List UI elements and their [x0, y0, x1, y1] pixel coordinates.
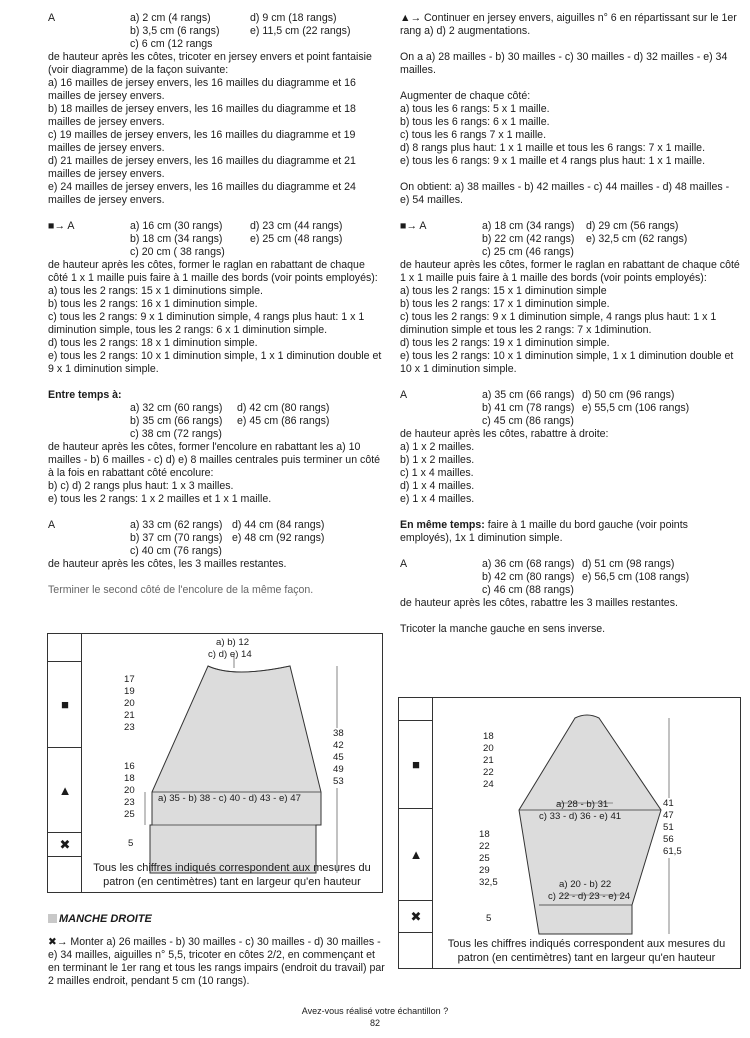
size-list — [48, 220, 387, 259]
measure-label: 25 — [479, 853, 490, 864]
list-item: d) tous les 2 rangs: 19 x 1 diminution simple. — [400, 337, 610, 349]
size-c: c) 6 cm (12 rangs — [130, 38, 213, 50]
total-height-labels — [333, 728, 344, 788]
measure-label: 53 — [333, 776, 344, 787]
width-label: a) 35 - b) 38 - c) 40 - d) 43 - e) 47 — [158, 793, 301, 804]
measure-label: 21 — [124, 710, 135, 721]
inline-heading: En même temps: — [400, 519, 485, 531]
measure-label: 42 — [333, 740, 344, 751]
width-label: a) 20 - b) 22 — [559, 879, 612, 890]
measure-label: 22 — [483, 767, 494, 778]
size-a: a) 2 cm (4 rangs) — [130, 12, 211, 24]
measure-label: 20 — [483, 743, 494, 754]
list-item: e) tous les 2 rangs: 10 x 1 diminution simple, 1 x 1 diminution double et 9 x 1 diminution simple. — [48, 350, 382, 375]
measure-label: 41 — [663, 798, 682, 810]
diagram-caption: Tous les chiffres indiqués correspondent aux mesures du patron (en centimètres) tant en largeur qu'en hauteur — [93, 862, 371, 888]
neck-width-label: a) b) 12 — [216, 637, 250, 648]
sleeve-height-labels — [479, 829, 498, 889]
measure-label: 45 — [333, 752, 344, 763]
section-marker: A — [48, 12, 56, 24]
size-a: a) 16 cm (30 rangs) — [130, 220, 223, 232]
section-heading — [48, 913, 387, 926]
list-item: b) 18 mailles de jersey envers, les 16 mailles du diagramme et 18 mailles de jersey envers. — [48, 103, 356, 128]
measure-label: 49 — [333, 764, 344, 775]
list-item: c) 19 mailles de jersey envers, les 16 mailles du diagramme et 19 mailles de jersey envers. — [48, 129, 356, 154]
section-marker: A — [400, 389, 408, 401]
measure-label: 29 — [479, 865, 490, 876]
sleeve-title: MANCHE DROITE — [59, 913, 152, 925]
instruction-text: de hauteur après les côtes, former le raglan en rabattant de chaque côté 1 x 1 maille puis faire à 1 maille des bords (voir points employés): — [48, 259, 378, 284]
triangle-icon: ▲ — [409, 847, 423, 862]
size-list — [48, 402, 387, 441]
sleeve-diagram — [398, 697, 741, 969]
size-list — [48, 519, 387, 558]
list-item: a) tous les 2 rangs: 15 x 1 diminution simple — [400, 285, 607, 297]
list-item: a) tous les 6 rangs: 5 x 1 maille. — [400, 103, 550, 115]
size-b: b) 41 cm (78 rangs) — [482, 402, 575, 414]
size-list — [400, 558, 740, 597]
cross-icon: ✖ — [59, 837, 71, 852]
instruction-text: Tricoter la manche gauche en sens inverse. — [400, 623, 606, 635]
raglan-height-labels — [124, 674, 135, 734]
list-item: c) tous les 6 rangs 7 x 1 maille. — [400, 129, 547, 141]
size-e: e) 32,5 cm (62 rangs) — [586, 233, 688, 245]
size-d: d) 44 cm (84 rangs) — [232, 519, 325, 531]
instruction-text — [400, 519, 740, 545]
size-list — [48, 12, 387, 51]
size-a: a) 35 cm (66 rangs) — [482, 389, 575, 401]
measure-label: 22 — [479, 841, 490, 852]
list-item: a) 16 mailles de jersey envers, les 16 mailles du diagramme et 16 mailles de jersey envers. — [48, 77, 356, 102]
list-item: a) 1 x 2 mailles. — [400, 441, 475, 453]
measure-label: 20 — [124, 698, 135, 709]
width-label: c) 33 - d) 36 - e) 41 — [539, 811, 622, 822]
measure-label: 51 — [663, 822, 682, 834]
rib-height-label: 5 — [486, 913, 492, 924]
inline-text: faire à 1 maille du bord gauche (voir points employés), 1x 1 diminution simple. — [400, 519, 688, 544]
cross-icon: ✖ — [410, 909, 422, 924]
list-item: e) tous les 6 rangs: 9 x 1 maille et 4 rangs plus haut: 1 x 1 maille. — [400, 155, 706, 167]
size-d: d) 9 cm (18 rangs) — [250, 12, 337, 24]
size-b: b) 18 cm (34 rangs) — [130, 233, 223, 245]
instruction-text: ✖→ Monter a) 26 mailles - b) 30 mailles - c) 30 mailles - d) 30 mailles - e) 34 mailles, aiguilles n° 5,5, tricoter en côtes 2/2, en commençant et en terminant le 1er rang et tous les rangs impairs (endroit du travail) par 2 mailles endroit, pendant 5 cm (10 rangs). — [48, 936, 385, 987]
instruction-text: de hauteur après les côtes, rabattre les 3 mailles restantes. — [400, 597, 678, 609]
measure-label: 19 — [124, 686, 135, 697]
list-item: d) 8 rangs plus haut: 1 x 1 maille et tous les 6 rangs: 7 x 1 maille. — [400, 142, 706, 154]
size-d: d) 51 cm (98 rangs) — [582, 558, 675, 570]
list-item: e) tous les 2 rangs: 1 x 2 mailles et 1 x 1 maille. — [48, 493, 272, 505]
size-d: d) 23 cm (44 rangs) — [250, 220, 343, 232]
body-height-labels — [124, 761, 135, 821]
instruction-text: ▲→ Continuer en jersey envers, aiguilles n° 6 en répartissant sur le 1er rang a) d) 2 augmentations. — [400, 12, 737, 37]
list-item: b) tous les 6 rangs: 6 x 1 maille. — [400, 116, 550, 128]
size-d: d) 50 cm (96 rangs) — [582, 389, 675, 401]
instruction-text: de hauteur après les côtes, les 3 mailles restantes. — [48, 558, 287, 570]
size-e: e) 25 cm (48 rangs) — [250, 233, 343, 245]
measure-label: 32,5 — [479, 877, 498, 888]
sleeve-schematic — [399, 698, 740, 968]
size-c: c) 46 cm (88 rangs) — [482, 584, 574, 596]
triangle-icon: ▲ — [58, 782, 72, 798]
size-e: e) 45 cm (86 rangs) — [237, 415, 330, 427]
size-c: c) 45 cm (86 rangs) — [482, 415, 574, 427]
instruction-text: On a a) 28 mailles - b) 30 mailles - c) 30 mailles - d) 32 mailles - e) 34 mailles. — [400, 51, 728, 76]
list-item: c) tous les 2 rangs: 9 x 1 diminution simple, 4 rangs plus haut: 1 x 1 diminution simple, tous les 2 rangs: 6 x 1 diminution simple. — [48, 311, 365, 336]
size-b: b) 37 cm (70 rangs) — [130, 532, 223, 544]
instruction-text: On obtient: a) 38 mailles - b) 42 mailles - c) 44 mailles - d) 48 mailles - e) 54 mailles. — [400, 181, 730, 206]
size-list — [400, 389, 740, 428]
section-marker: ■→ A — [48, 220, 75, 232]
measure-label: 23 — [124, 797, 135, 808]
section-heading: Entre temps à: — [48, 389, 122, 401]
square-icon: ■ — [412, 757, 420, 772]
list-item: d) 21 mailles de jersey envers, les 16 mailles du diagramme et 21 mailles de jersey envers. — [48, 155, 356, 180]
width-label: c) 22 - d) 23 - e) 24 — [548, 891, 631, 902]
measure-label: 18 — [124, 773, 135, 784]
size-e: e) 48 cm (92 rangs) — [232, 532, 325, 544]
right-column — [400, 12, 740, 636]
measure-label: 18 — [483, 731, 494, 742]
size-b: b) 35 cm (66 rangs) — [130, 415, 223, 427]
measure-label: 61,5 — [663, 846, 682, 857]
measure-label: 24 — [483, 779, 494, 790]
list-item: e) tous les 2 rangs: 10 x 1 diminution simple, 1 x 1 diminution double et 10 x 1 diminution simple. — [400, 350, 734, 375]
size-c: c) 38 cm (72 rangs) — [130, 428, 222, 440]
total-height-labels — [663, 798, 682, 858]
list-item: e) 24 mailles de jersey envers, les 16 mailles du diagramme et 24 mailles de jersey envers. — [48, 181, 356, 206]
rib-height-label: 5 — [128, 838, 134, 849]
measure-label: 18 — [479, 829, 490, 840]
measure-label: 20 — [124, 785, 135, 796]
section-marker: ■→ A — [400, 220, 427, 232]
measure-label: 38 — [333, 728, 344, 739]
instruction-text: de hauteur après les côtes, former le raglan en rabattant de chaque côté 1 x 1 maille puis faire à 1 maille des bords (voir points employés): — [400, 259, 740, 284]
footer-question: Avez-vous réalisé votre échantillon ? — [301, 1006, 449, 1016]
size-a: a) 18 cm (34 rangs) — [482, 220, 575, 232]
size-b: b) 3,5 cm (6 rangs) — [130, 25, 220, 37]
size-a: a) 36 cm (68 rangs) — [482, 558, 575, 570]
instruction-text: de hauteur après les côtes, former l'encolure en rabattant les a) 10 mailles - b) 6 mailles - c) d) e) 8 mailles centrales puis terminer un côté à la fois en rabattant côté encolure: — [48, 441, 381, 479]
section-marker: A — [400, 558, 408, 570]
diagram-caption: Tous les chiffres indiqués correspondent aux mesures du patron (en centimètres) tant en largeur qu'en hauteur — [447, 938, 726, 964]
size-e: e) 55,5 cm (106 rangs) — [582, 402, 690, 414]
size-a: a) 32 cm (60 rangs) — [130, 402, 223, 414]
list-item: a) tous les 2 rangs: 15 x 1 diminutions simple. — [48, 285, 263, 297]
measure-label: 56 — [663, 834, 682, 846]
size-e: e) 56,5 cm (108 rangs) — [582, 571, 690, 583]
instruction-text: de hauteur après les côtes, tricoter en jersey envers et point fantaisie (voir diagramme) de la façon suivante: — [48, 51, 372, 76]
measure-label: 21 — [483, 755, 494, 766]
instruction-text: de hauteur après les côtes, rabattre à droite: — [400, 428, 609, 440]
measure-label: 16 — [124, 761, 135, 772]
list-item: c) tous les 2 rangs: 9 x 1 diminution simple, 4 rangs plus haut: 1 x 1 diminution simple et tous les 2 rangs: 7 x 1diminution. — [400, 311, 717, 336]
size-a: a) 33 cm (62 rangs) — [130, 519, 223, 531]
page-number: 82 — [369, 1018, 380, 1028]
front-diagram — [47, 633, 383, 893]
size-list — [400, 220, 740, 259]
square-icon: ■ — [61, 697, 69, 712]
section-heading: Augmenter de chaque côté: — [400, 90, 531, 102]
left-column — [48, 12, 387, 597]
front-schematic — [48, 634, 382, 892]
list-item: e) 1 x 4 mailles. — [400, 493, 475, 505]
size-c: c) 40 cm (76 rangs) — [130, 545, 222, 557]
square-bullet-icon — [48, 914, 57, 923]
list-item: b) 1 x 2 mailles. — [400, 454, 475, 466]
measure-label: 17 — [124, 674, 135, 685]
list-item: b) tous les 2 rangs: 17 x 1 diminution simple. — [400, 298, 610, 310]
neck-width-label: c) d) e) 14 — [208, 649, 252, 660]
sleeve-section — [48, 913, 387, 988]
size-e: e) 11,5 cm (22 rangs) — [250, 25, 351, 37]
measure-label: 25 — [124, 809, 135, 820]
list-item: d) tous les 2 rangs: 18 x 1 diminution simple. — [48, 337, 258, 349]
size-b: b) 22 cm (42 rangs) — [482, 233, 575, 245]
measure-label: 47 — [663, 810, 682, 822]
size-d: d) 29 cm (56 rangs) — [586, 220, 679, 232]
list-item: d) 1 x 4 mailles. — [400, 480, 475, 492]
size-d: d) 42 cm (80 rangs) — [237, 402, 330, 414]
section-marker: A — [48, 519, 56, 531]
list-item: c) 1 x 4 mailles. — [400, 467, 474, 479]
size-b: b) 42 cm (80 rangs) — [482, 571, 575, 583]
finish-note: Terminer le second côté de l'encolure de la même façon. — [48, 584, 314, 596]
measure-label: 23 — [124, 722, 135, 733]
list-item: b) tous les 2 rangs: 16 x 1 diminution simple. — [48, 298, 258, 310]
list-item: b) c) d) 2 rangs plus haut: 1 x 3 mailles. — [48, 480, 234, 492]
cap-height-labels — [483, 731, 494, 791]
size-c: c) 25 cm (46 rangs) — [482, 246, 574, 258]
width-label: a) 28 - b) 31 — [556, 799, 609, 810]
size-c: c) 20 cm ( 38 rangs) — [130, 246, 225, 258]
garment-shape — [150, 666, 321, 873]
